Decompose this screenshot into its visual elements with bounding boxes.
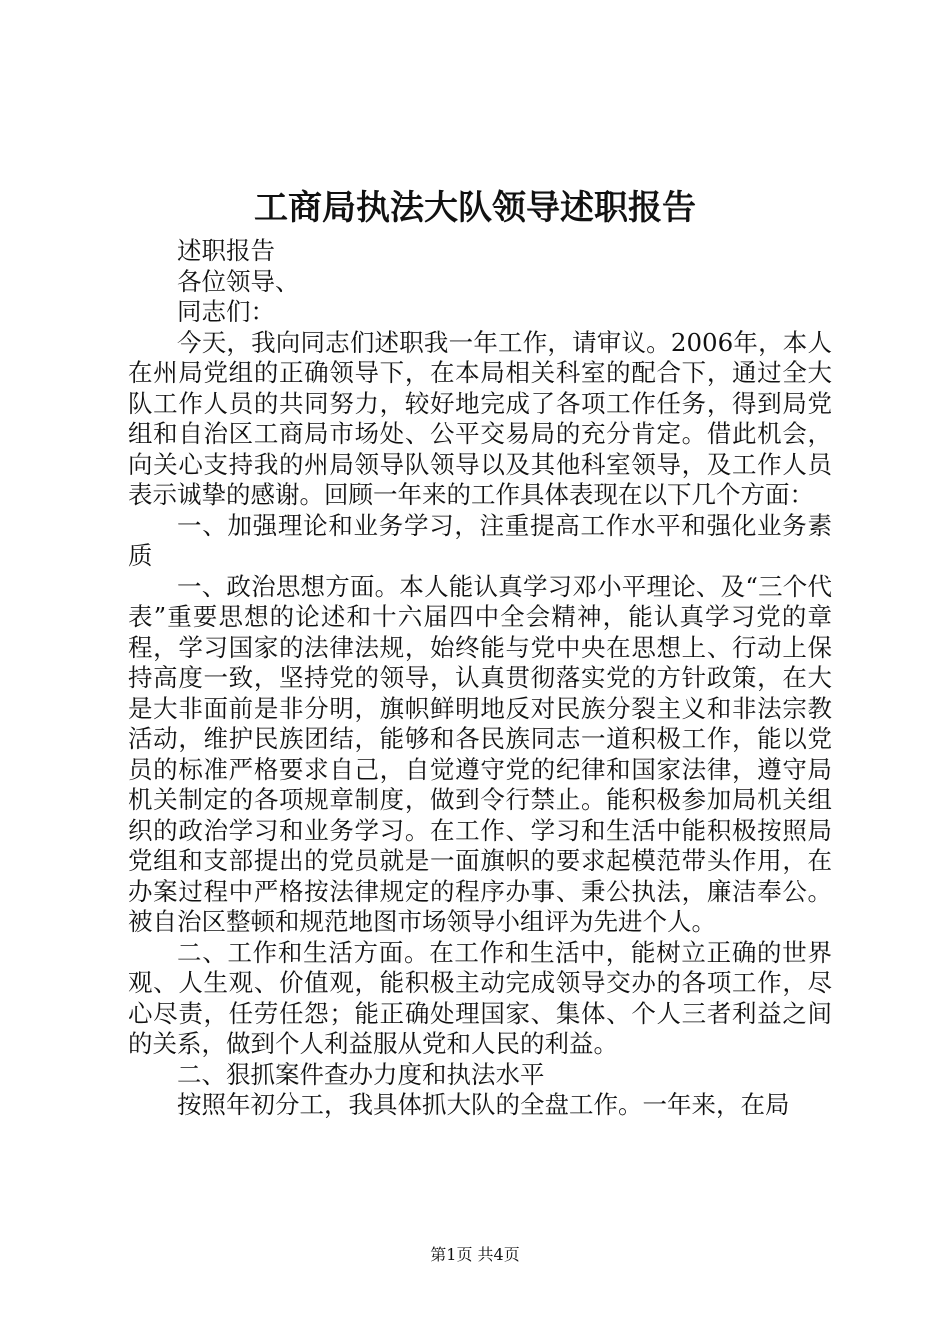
paragraph-work-life: 二、工作和生活方面。在工作和生活中，能树立正确的世界观、人生观、价值观，能积极主动完成领导交办的各项工作，尽心尽责，任劳任怨；能正确处理国家、集体、个人三者利益之间的关系，做到个人利益服从党和人民的利益。: [128, 937, 832, 1058]
paragraph-political: 一、政治思想方面。本人能认真学习邓小平理论、及“三个代表”重要思想的论述和十六届四中全会精神，能认真学习党的章程，学习国家的法律法规，始终能与党中央在思想上、行动上保持高度一致，坚持党的领导，认真贯彻落实党的方针政策，在大是大非面前是非分明，旗帜鲜明地反对民族分裂主义和非法宗教活动，维护民族团结，能够和各民族同志一道积极工作，能以党员的标准严格要求自己，自觉遵守党的纪律和国家法律，遵守局机关制定的各项规章制度，做到令行禁止。能积极参加局机关组织的政治学习和业务学习。在工作、学习和生活中能积极按照局党组和支部提出的党员就是一面旗帜的要求起模范带头作用，在办案过程中严格按法律规定的程序办事、秉公执法，廉洁奉公。被自治区整顿和规范地图市场领导小组评为先进个人。: [128, 571, 832, 936]
section-heading-1: 一、加强理论和业务学习，注重提高工作水平和强化业务素质: [128, 510, 832, 570]
document-title: 工商局执法大队领导述职报告: [254, 188, 696, 228]
section-heading-2: 二、狠抓案件查办力度和执法水平: [177, 1059, 545, 1089]
paragraph-salutation-1: 各位领导、: [177, 266, 300, 296]
paragraph-heading: 述职报告: [177, 236, 275, 265]
paragraph-salutation-2: 同志们：: [177, 297, 275, 326]
paragraph-division: 按照年初分工，我具体抓大队的全盘工作。一年来，在局: [177, 1090, 790, 1119]
paragraph-intro: 今天，我向同志们述职我一年工作，请审议。2006年，本人在州局党组的正确领导下，在本局相关科室的配合下，通过全大队工作人员的共同努力，较好地完成了各项工作任务，得到局党组和自治区工商局市场处、公平交易局的充分肯定。借此机会，向关心支持我的州局领导队领导以及其他科室领导，及工作人员表示诚挚的感谢。回顾一年来的工作具体表现在以下几个方面：: [128, 327, 832, 509]
page-footer: 第1页 共4页: [430, 1245, 520, 1264]
document-body: [128, 236, 832, 1121]
